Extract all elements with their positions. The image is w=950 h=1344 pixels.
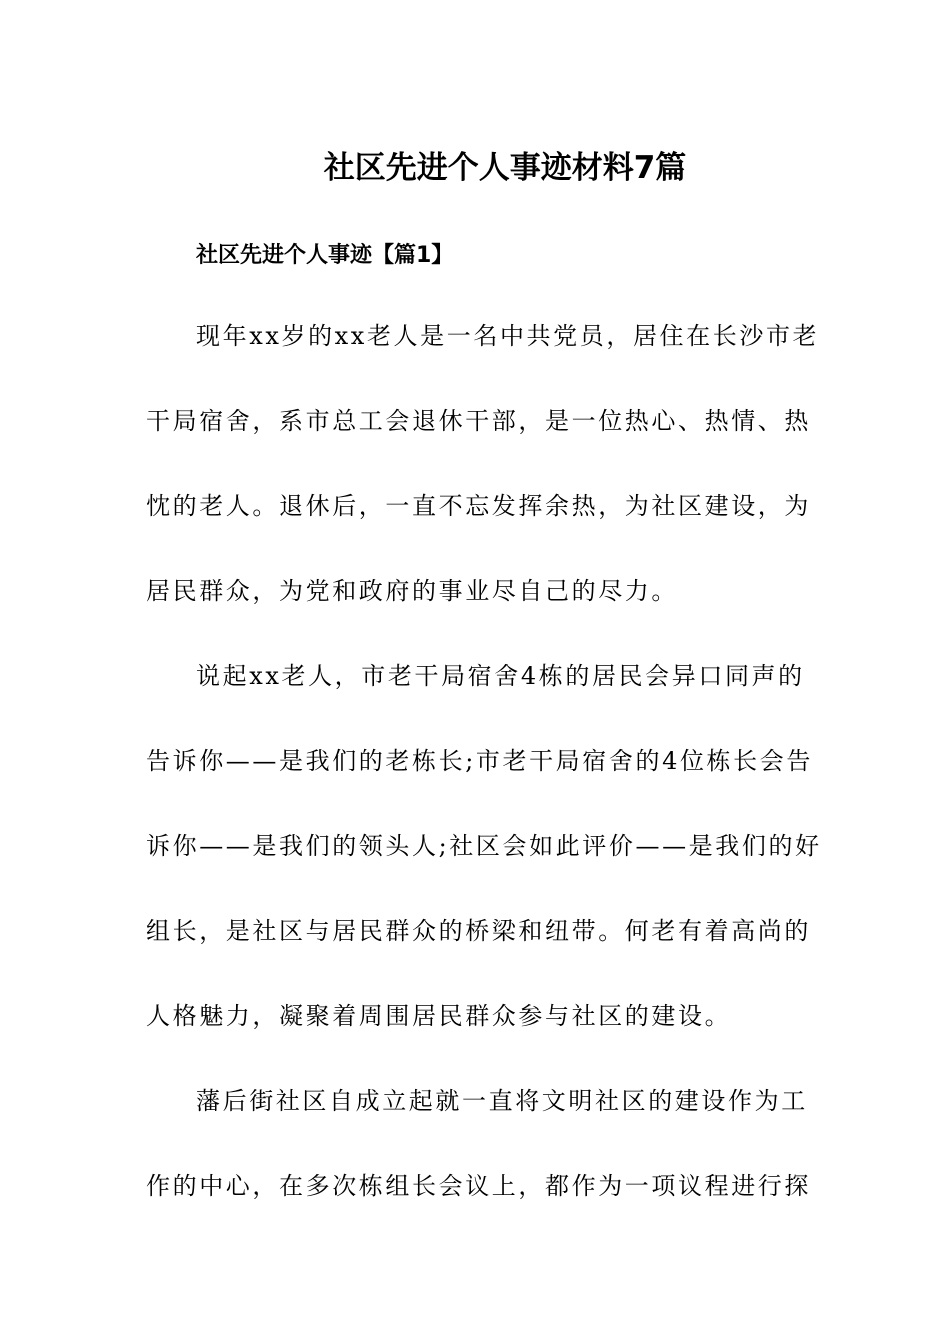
paragraph-line: 组长，是社区与居民群众的桥梁和纽带。何老有着高尚的 [146, 917, 811, 945]
document-title: 社区先进个人事迹材料7篇 [323, 150, 687, 186]
paragraph-line: 诉你——是我们的领头人;社区会如此评价——是我们的好 [146, 832, 822, 860]
paragraph-line: 作的中心，在多次栋组长会议上，都作为一项议程进行探 [146, 1172, 811, 1200]
paragraph-line: 忱的老人。退休后，一直不忘发挥余热，为社区建设，为 [146, 492, 811, 520]
section-heading: 社区先进个人事迹【篇1】 [196, 243, 454, 268]
paragraph-line: 人格魅力，凝聚着周围居民群众参与社区的建设。 [146, 1002, 732, 1030]
paragraph-line: 告诉你——是我们的老栋长;市老干局宿舍的4位栋长会告 [146, 747, 813, 775]
paragraph-line: 藩后街社区自成立起就一直将文明社区的建设作为工 [196, 1087, 808, 1115]
paragraph-line: 居民群众，为党和政府的事业尽自己的尽力。 [146, 577, 678, 605]
paragraph-line: 干局宿舍，系市总工会退休干部，是一位热心、热情、热 [146, 407, 811, 435]
paragraph-line: 说起xx老人，市老干局宿舍4栋的居民会异口同声的 [196, 662, 805, 690]
paragraph-line: 现年xx岁的xx老人是一名中共党员，居住在长沙市老 [196, 322, 820, 350]
